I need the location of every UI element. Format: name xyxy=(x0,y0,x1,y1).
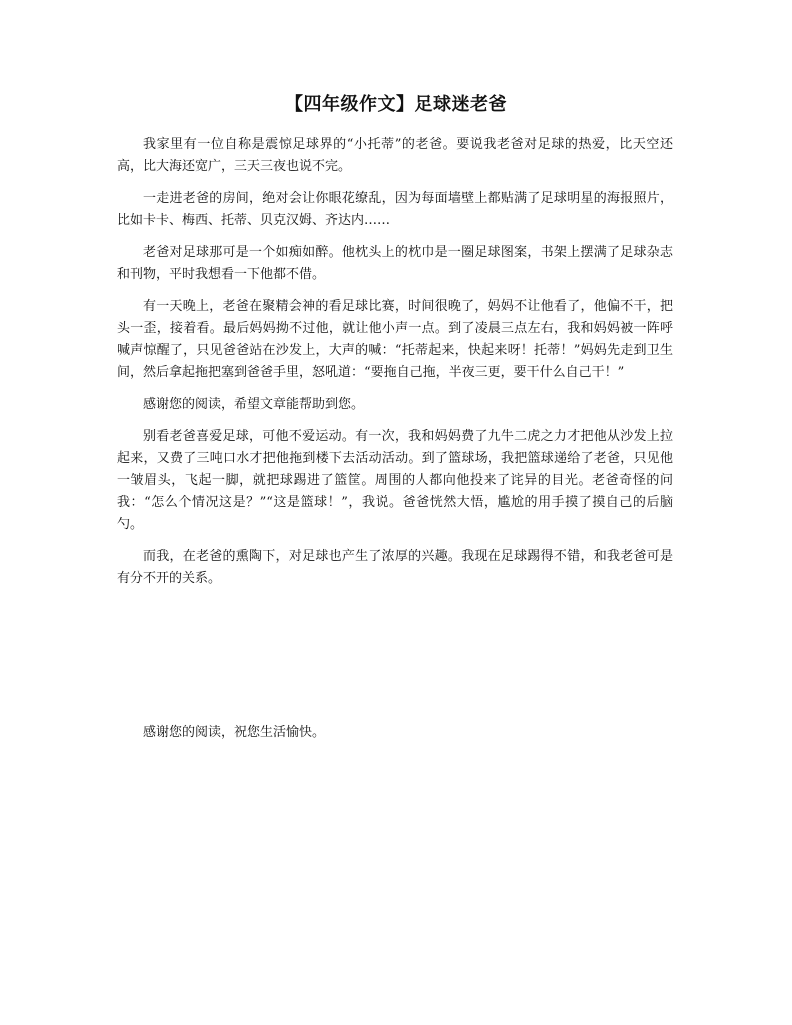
closing-note: 感谢您的阅读，祝您生活愉快。 xyxy=(143,725,326,740)
paragraph: 我家里有一位自称是震惊足球界的“小托蒂”的老爸。要说我老爸对足球的热爱，比天空还高，比大海还宽广，三天三夜也说不完。 xyxy=(117,137,673,174)
paragraph: 老爸对足球那可是一个如痴如醉。他枕头上的枕巾是一圈足球图案，书架上摆满了足球杂志和刊物，平时我想看一下他都不借。 xyxy=(117,245,673,282)
document-title: 【四年级作文】足球迷老爸 xyxy=(285,94,507,115)
paragraph: 别看老爸喜爱足球，可他不爱运动。有一次，我和妈妈费了九牛二虎之力才把他从沙发上拉起来，又费了三吨口水才把他拖到楼下去活动活动。到了篮球场，我把篮球递给了老爸，只见他一皱眉头，飞起一脚，就把球踢进了篮筐。周围的人都向他投来了诧异的目光。老爸奇怪的问我：“怎么个情况这是？”“这是篮球！”，我说。爸爸恍然大悟，尴尬的用手摸了摸自己的后脑勺。 xyxy=(117,429,673,532)
paragraph: 一走进老爸的房间，绝对会让你眼花缭乱，因为每面墙壁上都贴满了足球明星的海报照片，比如卡卡、梅西、托蒂、贝克汉姆、齐达内…… xyxy=(117,191,673,228)
paragraph: 感谢您的阅读，希望文章能帮助到您。 xyxy=(143,397,365,412)
paragraph: 而我，在老爸的熏陶下，对足球也产生了浓厚的兴趣。我现在足球踢得不错，和我老爸可是有分不开的关系。 xyxy=(117,549,673,586)
document-body xyxy=(117,134,673,600)
paragraph: 有一天晚上，老爸在聚精会神的看足球比赛，时间很晚了，妈妈不让他看了，他偏不干，把头一歪，接着看。最后妈妈拗不过他，就让他小声一点。到了凌晨三点左右，我和妈妈被一阵呼喊声惊醒了，只见爸爸站在沙发上，大声的喊：“托蒂起来，快起来呀！托蒂！”妈妈先走到卫生间，然后拿起拖把塞到爸爸手里，怒吼道：“要拖自己拖，半夜三更，要干什么自己干！” xyxy=(117,299,673,380)
